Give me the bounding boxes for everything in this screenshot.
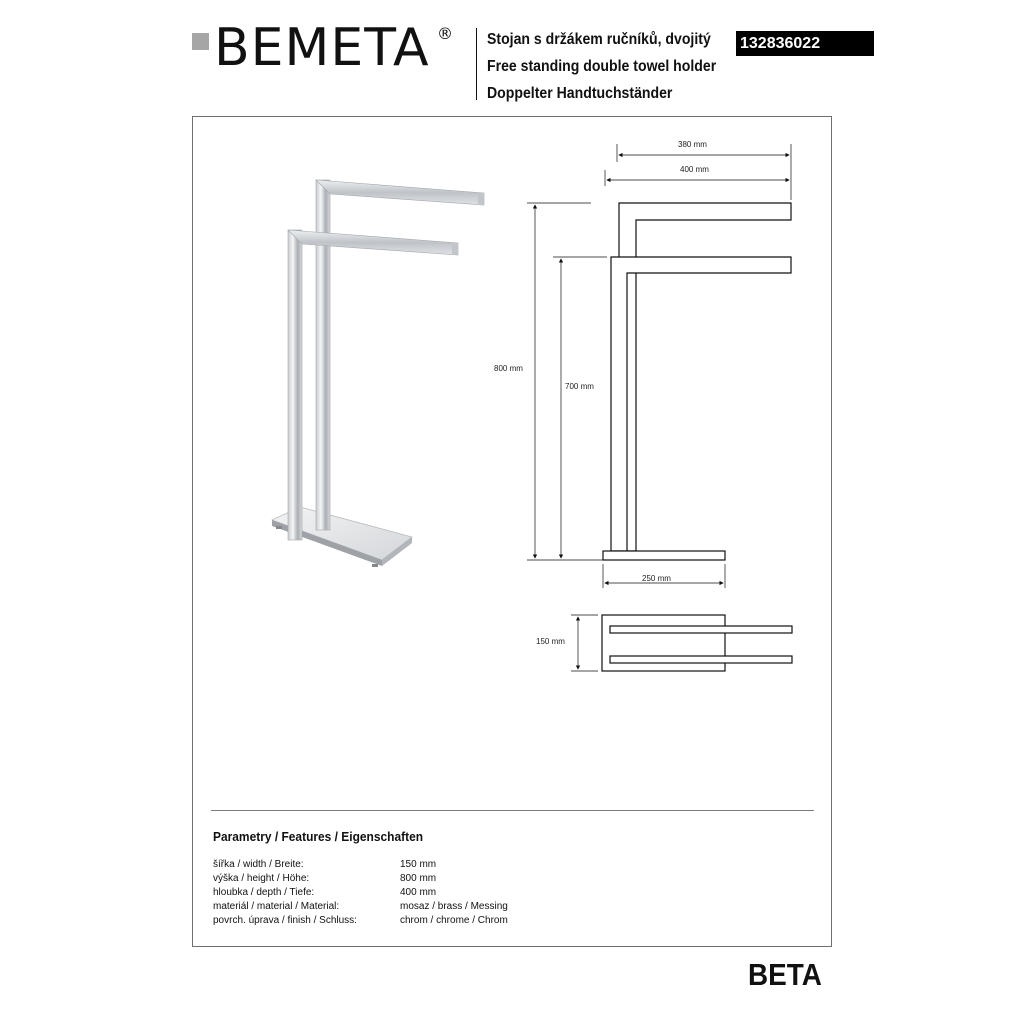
features-title: Parametry / Features / Eigenschaften xyxy=(213,829,424,844)
feature-value: 800 mm xyxy=(400,873,437,884)
product-name-cz: Stojan s držákem ručníků, dvojitý xyxy=(487,31,711,48)
feature-label: povrch. úprava / finish / Schluss: xyxy=(213,915,357,926)
feature-value: 400 mm xyxy=(400,887,437,898)
feature-row xyxy=(213,914,813,928)
dim-height-total: 800 mm xyxy=(494,364,523,373)
product-photo xyxy=(272,180,484,567)
feature-value: mosaz / brass / Messing xyxy=(400,901,508,912)
feature-label: výška / height / Höhe: xyxy=(213,873,310,884)
feature-row xyxy=(213,872,813,886)
feature-row xyxy=(213,886,813,900)
dim-depth: 150 mm xyxy=(536,637,565,646)
registered-mark: ® xyxy=(437,24,453,43)
feature-row xyxy=(213,858,813,872)
brand-logo: BEMETA xyxy=(214,18,430,78)
product-name-en: Free standing double towel holder xyxy=(487,58,717,75)
top-view-drawing xyxy=(602,615,792,671)
product-code: 132836022 xyxy=(736,31,874,56)
feature-label: hloubka / depth / Tiefe: xyxy=(213,887,315,898)
features-divider xyxy=(211,810,814,811)
product-name-de: Doppelter Handtuchständer xyxy=(487,85,673,102)
dim-height-lower: 700 mm xyxy=(565,382,594,391)
feature-row xyxy=(213,900,813,914)
feature-label: šířka / width / Breite: xyxy=(213,859,304,870)
product-series: BETA xyxy=(748,957,822,992)
feature-label: materiál / material / Material: xyxy=(213,901,340,912)
dim-width-total: 400 mm xyxy=(680,165,709,174)
feature-value: chrom / chrome / Chrom xyxy=(400,915,508,926)
dim-base-width: 250 mm xyxy=(642,574,671,583)
top-view-dimensions xyxy=(571,615,598,671)
feature-value: 150 mm xyxy=(400,859,437,870)
side-view-dimensions xyxy=(527,144,791,588)
dim-width-top: 380 mm xyxy=(678,140,707,149)
side-view-drawing xyxy=(603,203,791,560)
